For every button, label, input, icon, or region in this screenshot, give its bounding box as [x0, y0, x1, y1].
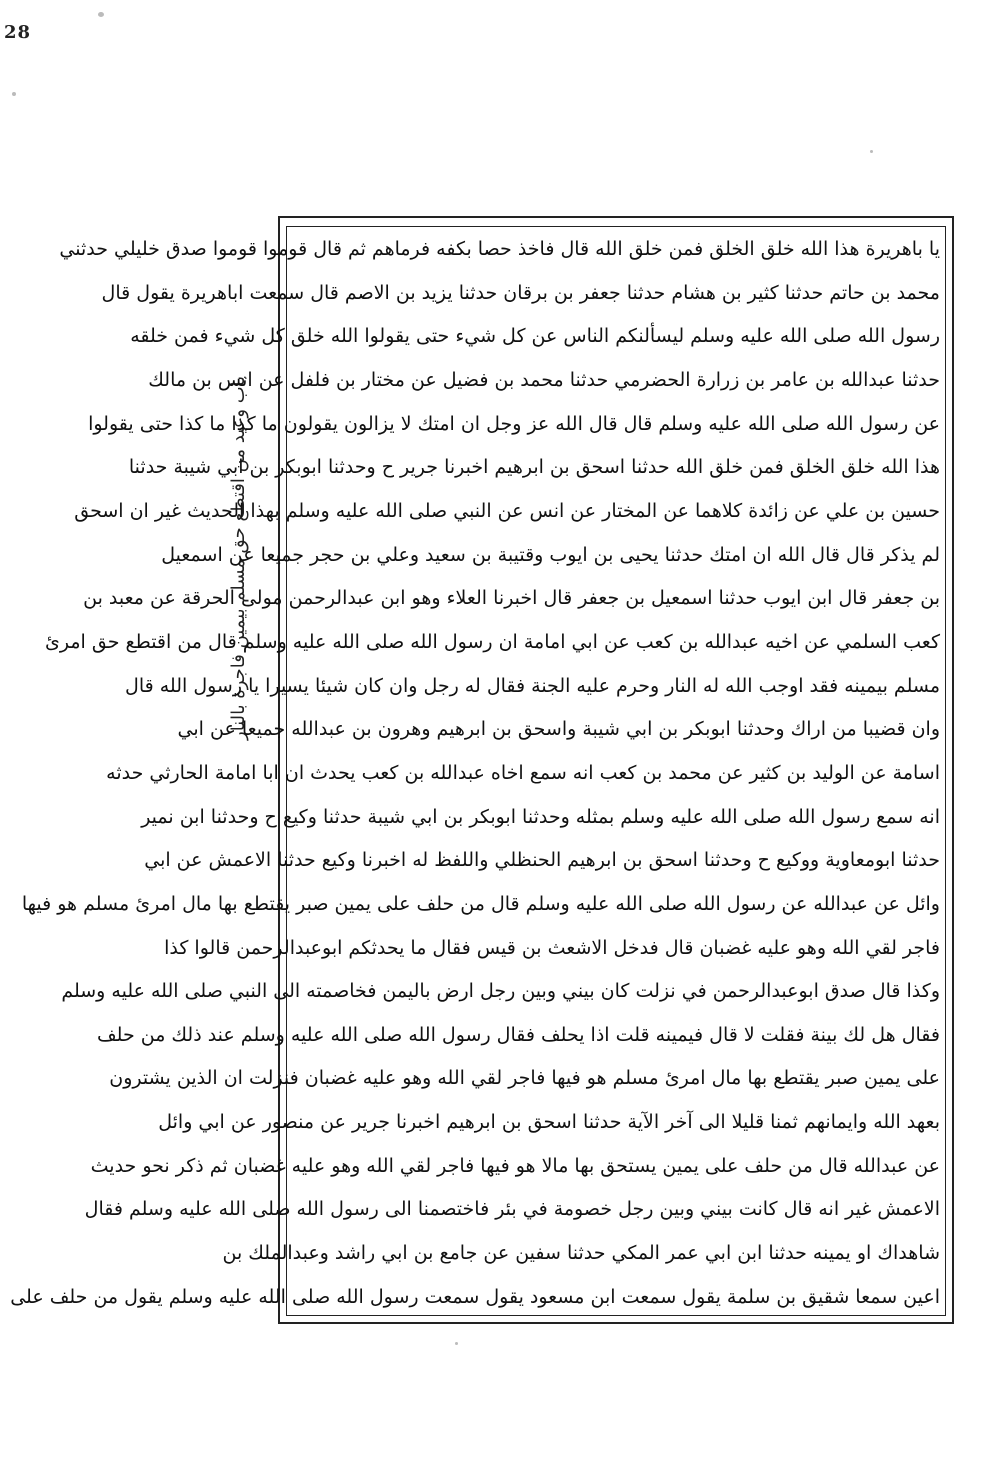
text-line: هذا الله خلق الخلق فمن خلق الله حدثنا اسحق بن ابرهيم اخبرنا جرير ح وحدثنا ابوبكر بن ابي شيبة حدثنا [128, 456, 940, 479]
margin-chapter-heading: باب وعيد من اقتطع حق مسلم بيمين فاجرة بالنار [228, 375, 249, 740]
text-line: شاهداك او يمينه حدثنا ابن ابي عمر المكي حدثنا سفين عن جامع بن ابي راشد وعبدالملك بن [222, 1242, 940, 1265]
paper-speck [98, 12, 104, 17]
text-line: انه سمع رسول الله صلى الله عليه وسلم بمثله وحدثنا ابوبكر بن ابي شيبة حدثنا وكيع ح وحدثنا ابن نمير [141, 805, 940, 828]
text-line: مسلم بيمينه فقد اوجب الله له النار وحرم عليه الجنة فقال له رجل وان كان شيئا يسيرا يا رسول الله قال [125, 674, 940, 697]
text-line: عن عبدالله قال من حلف على يمين يستحق بها مالا هو فيها فاجر لقي الله وهو عليه غضبان ثم ذكر نحو حديث [90, 1154, 940, 1177]
text-line: وائل عن عبدالله عن رسول الله صلى الله عليه وسلم قال من حلف على يمين صبر يقتطع بها مال امرئ مسلم هو فيها [21, 892, 940, 915]
text-line: اسامة عن الوليد بن كثير عن محمد بن كعب انه سمع اخاه عبدالله بن كعب يحدث ان ابا امامة الحارثي حدثه [106, 761, 940, 784]
text-line: فاجر لقي الله وهو عليه غضبان قال فدخل الاشعث بن قيس فقال ما يحدثكم ابوعبدالرحمن قالوا كذا [164, 936, 940, 959]
text-line: لم يذكر قال قال الله ان امتك حدثنا يحيى بن ايوب وقتيبة بن سعيد وعلي بن حجر جميعا عن اسمعيل [161, 543, 940, 566]
text-line: رسول الله صلى الله عليه وسلم ليسألنكم الناس عن كل شيء حتى يقولوا الله خلق كل شيء فمن خلقه [130, 325, 940, 348]
text-line: الاعمش غير انه قال كانت بيني وبين رجل خصومة في بئر فاختصمنا الى رسول الله صلى الله عليه وسلم فقال [84, 1198, 940, 1221]
text-line: حدثنا عبدالله بن عامر بن زرارة الحضرمي حدثنا محمد بن فضيل عن مختار بن فلفل عن انس بن مالك [148, 368, 940, 391]
text-line: بعهد الله وايمانهم ثمنا قليلا الى آخر الآية حدثنا اسحق بن ابرهيم اخبرنا جرير عن منصور عن ابي وائل [158, 1111, 940, 1134]
text-line: وان قضيبا من اراك وحدثنا ابوبكر بن ابي شيبة واسحق بن ابرهيم وهرون بن عبدالله جميعا عن ابي [177, 718, 940, 741]
text-line: حدثنا ابومعاوية ووكيع ح وحدثنا اسحق بن ابرهيم الحنظلي واللفظ له اخبرنا وكيع حدثنا الاعمش عن ابي [144, 849, 940, 872]
text-line: على يمين صبر يقتطع بها مال امرئ مسلم هو فيها فاجر لقي الله وهو عليه غضبان فنزلت ان الذين يشترون [109, 1067, 940, 1090]
paper-speck [12, 92, 16, 96]
text-line: عن رسول الله صلى الله عليه وسلم قال قال الله عز وجل ان امتك لا يزالون يقولون ما كذا ما كذا حتى يقولوا [88, 412, 940, 435]
text-line: بن جعفر قال ابن ايوب حدثنا اسمعيل بن جعفر قال اخبرنا العلاء وهو ابن عبدالرحمن مولى الحرقة عن معبد بن [83, 587, 940, 610]
page-number: 28 [4, 22, 32, 43]
text-line: يا باهريرة هذا الله خلق الخلق فمن خلق الله قال فاخذ حصا بكفه فرماهم ثم قال قوموا قوموا صدق خليلي حدثني [59, 238, 940, 260]
text-line: فقال هل لك بينة فقلت لا قال فيمينه قلت اذا يحلف فقال رسول الله صلى الله عليه وسلم عند ذلك من حلف [96, 1023, 940, 1046]
text-line: كعب السلمي عن اخيه عبدالله بن كعب عن ابي امامة ان رسول الله صلى الله عليه وسلم قال من اقتطع حق امرئ [45, 630, 940, 653]
text-line: وكذا قال صدق ابوعبدالرحمن في نزلت كان بيني وبين رجل ارض باليمن فخاصمته الى النبي صلى الله عليه وسلم [61, 980, 940, 1003]
text-line: حسين بن علي عن زائدة كلاهما عن المختار عن انس عن النبي صلى الله عليه وسلم بهذا الحديث غير ان اسحق [74, 499, 940, 522]
text-line: محمد بن حاتم حدثنا كثير بن هشام حدثنا جعفر بن برقان حدثنا يزيد بن الاصم قال سمعت اباهريرة يقول قال [101, 281, 940, 304]
paper-speck [455, 1342, 458, 1345]
paper-speck [870, 150, 873, 153]
text-line: اعين سمعا شقيق بن سلمة يقول سمعت ابن مسعود يقول سمعت رسول الله صلى الله عليه وسلم يقول من حلف على [10, 1285, 940, 1308]
